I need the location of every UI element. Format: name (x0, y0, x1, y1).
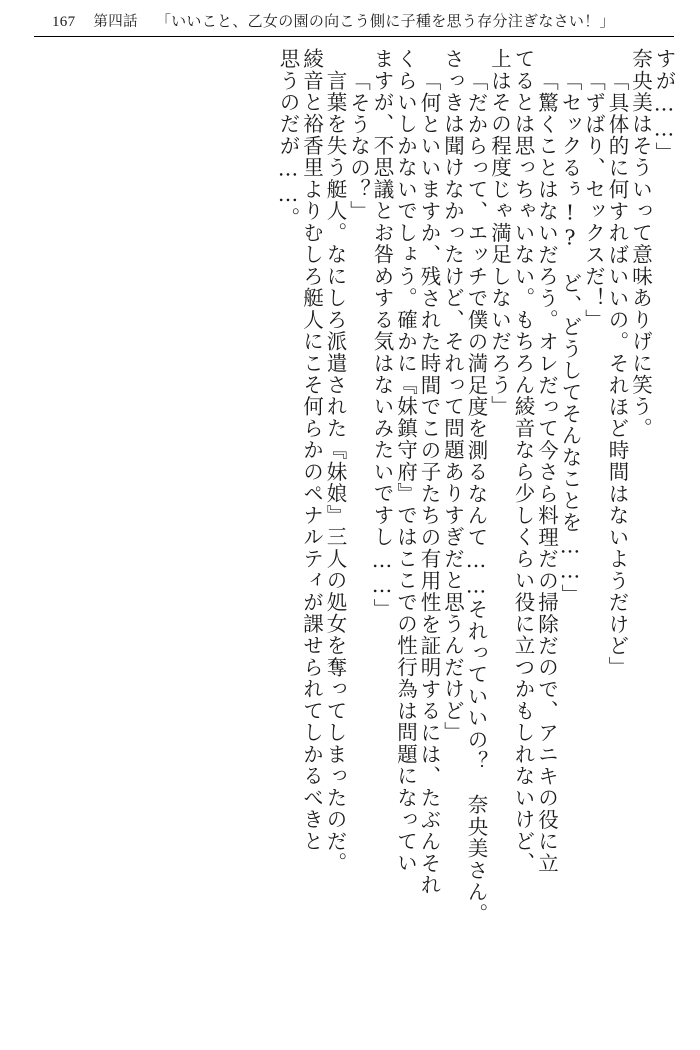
text-column: てるとは思っちゃいない。もちろん綾音なら少しくらい役に立つかもしれないけど、 (511, 48, 535, 874)
body-text (26, 48, 674, 1030)
text-column-with-ruby: 上はその程度じゃ満足しないだろう」 (487, 48, 512, 418)
chapter-label: 第四話 (93, 14, 138, 30)
header-divider (34, 36, 674, 37)
text-column: ますが、不思議とお咎めする気はないみたいですし……」 (370, 48, 394, 620)
text-column: 「ずばり、セックスだ！」 (581, 70, 606, 331)
chapter-title: 「いいこと、乙女の園の向こう側に子種を思う存分注ぎなさい！」 (155, 14, 615, 30)
text-column: 「驚くことはないだろう。オレだって今さら料理だの掃除だので、アニキの役に立 (534, 70, 559, 875)
page-number: 167 (52, 14, 76, 30)
text-column: 奈央美はそういって意味ありげに笑う。 (628, 48, 653, 440)
text-column: 思うのだが……。 (276, 48, 300, 229)
text-column: 「セックるぅ!? ど、どうしてそんなことを……」 (558, 70, 582, 606)
text-column: すが……」 (652, 48, 676, 164)
text-column: 「だからって、エッチで僕の満足度を測るなんて……それっていいの？ 奈央美さん。 (464, 70, 488, 925)
text-column: さっきは聞けなかったけど、それって問題ありすぎだと思うんだけど」 (440, 48, 465, 744)
text-column: 綾音と裕香里よりむしろ艇人にこそ何らかのペナルティが課せられてしかるべきと (299, 48, 324, 853)
text-column: 「具体的に何すればいいの。それほど時間はないようだけど」 (605, 70, 629, 679)
text-column: くらいしかないでしょう。確かに『妹鎮守府』ではここでの性行為は問題になってい (393, 48, 418, 874)
text-column: 「何といいますか、残された時間でこの子たちの有用性を証明するには、たぶんそれ (417, 70, 441, 896)
text-column: 「そうなの？」 (346, 70, 371, 223)
text-column-with-ruby: 言葉を失う艇人。なにしろ派遣された『妹娘』三人の処女を奪ってしまったのだ。 (323, 48, 347, 874)
running-header (52, 10, 660, 36)
